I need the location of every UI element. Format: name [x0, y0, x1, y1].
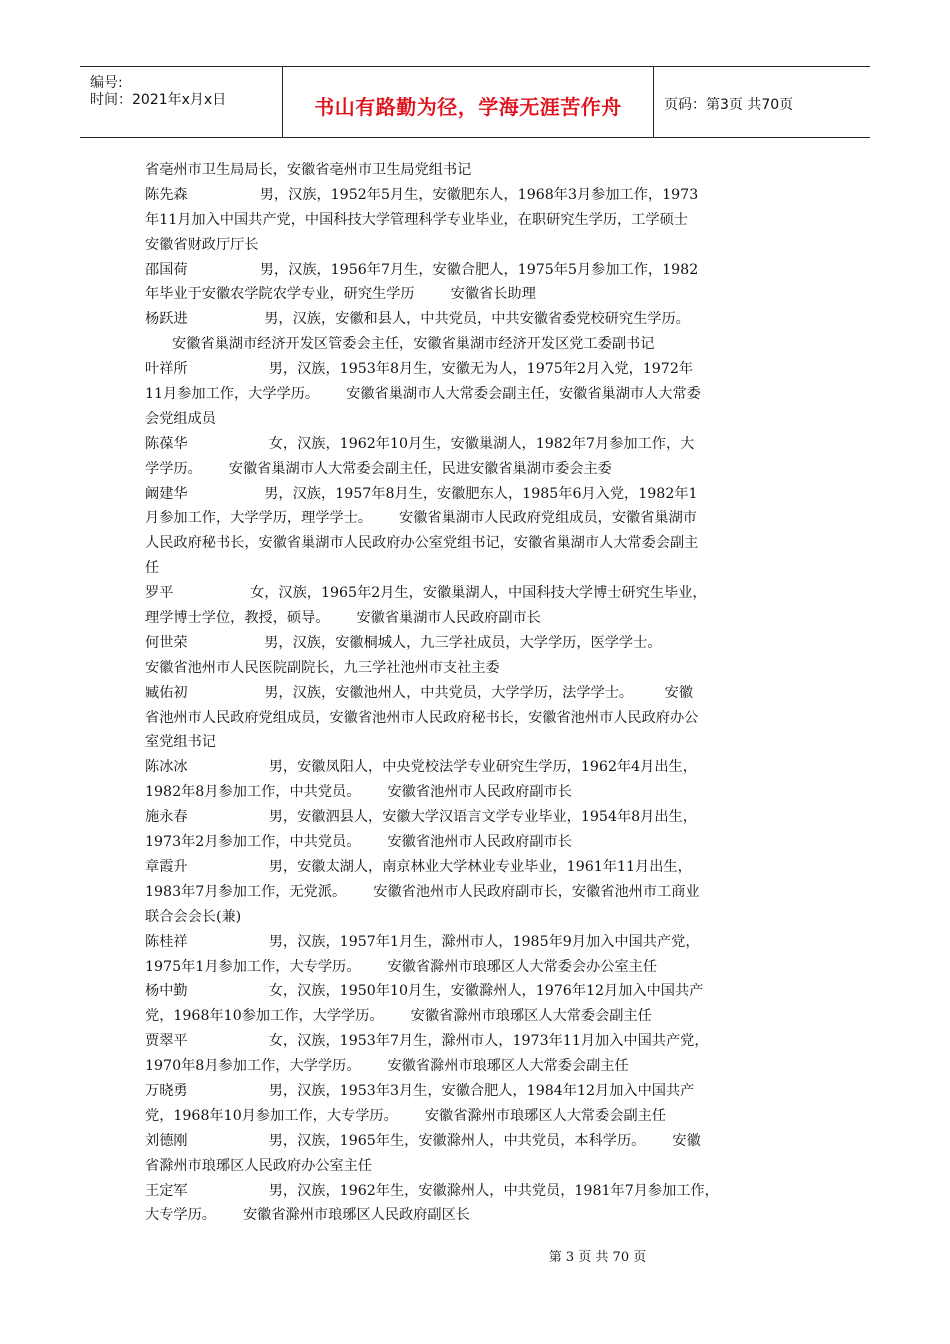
text-line: 1973年2月参加工作，中共党员。 安徽省池州市人民政府副市长	[145, 834, 572, 851]
text-line: 党，1968年10月参加工作，大专学历。 安徽省滁州市琅琊区人大常委会副主任	[145, 1107, 667, 1124]
text-line: 万晓勇 男，汉族，1953年3月生，安徽合肥人，1984年12月加入中国共产	[145, 1082, 695, 1099]
text-line: 贾翠平 女，汉族，1953年7月生，滁州市人，1973年11月加入中国共产党，	[145, 1033, 709, 1050]
text-line: 刘德刚 男，汉族，1965年生，安徽滁州人，中共党员，本科学历。 安徽	[145, 1132, 701, 1149]
text-line: 安徽省财政厅厅长	[145, 236, 259, 253]
text-line: 任	[145, 560, 160, 577]
text-line: 杨跃进 男，汉族，安徽和县人，中共党员，中共安徽省委党校研究生学历。	[145, 311, 690, 328]
text-line: 王定军 男，汉族，1962年生，安徽滁州人，中共党员，1981年7月参加工作，	[145, 1182, 719, 1199]
text-line: 大专学历。 安徽省滁州市琅琊区人民政府副区长	[145, 1207, 470, 1224]
header-page-label: 页码：第3页 共70页	[664, 97, 794, 113]
text-line: 人民政府秘书长，安徽省巢湖市人民政府办公室党组书记，安徽省巢湖市人大常委会副主	[145, 535, 699, 552]
document-number-label: 编号:	[90, 75, 123, 91]
text-line: 省滁州市琅琊区人民政府办公室主任	[145, 1157, 373, 1174]
text-line: 陈桂祥 男，汉族，1957年1月生，滁州市人，1985年9月加入中国共产党，	[145, 933, 700, 950]
text-line: 1982年8月参加工作，中共党员。 安徽省池州市人民政府副市长	[145, 784, 572, 801]
header-motto-cell	[283, 67, 654, 137]
document-date-label: 时间：2021年x月x日	[90, 92, 227, 108]
text-line: 1983年7月参加工作，无党派。 安徽省池州市人民政府副市长，安徽省池州市工商业	[145, 883, 700, 900]
text-line: 1975年1月参加工作，大专学历。 安徽省滁州市琅琊区人大常委会办公室主任	[145, 958, 658, 975]
text-line: 臧佑初 男，汉族，安徽池州人，中共党员，大学学历，法学学士。 安徽	[145, 684, 694, 701]
text-line: 省亳州市卫生局局长，安徽省亳州市卫生局党组书记	[145, 162, 472, 178]
text-line: 年11月加入中国共产党，中国科技大学管理科学专业毕业，在职研究生学历，工学硕士	[145, 211, 688, 228]
text-line: 陈葆华 女，汉族，1962年10月生，安徽巢湖人，1982年7月参加工作，大	[145, 435, 695, 452]
text-line: 会党组成员	[145, 410, 216, 427]
text-line: 1970年8月参加工作，大学学历。 安徽省滁州市琅琊区人大常委会副主任	[145, 1058, 629, 1075]
text-line: 年毕业于安徽农学院农学专业，研究生学历 安徽省长助理	[145, 286, 536, 303]
page-footer: 第 3 页 共 70 页	[548, 1250, 647, 1265]
header-page-cell	[654, 67, 870, 137]
text-line: 陈冰冰 男，安徽凤阳人，中央党校法学专业研究生学历，1962年4月出生，	[145, 759, 697, 776]
text-line: 月参加工作，大学学历，理学学士。 安徽省巢湖市人民政府党组成员，安徽省巢湖市	[145, 510, 697, 527]
page-header	[80, 66, 870, 138]
text-line: 室党组书记	[145, 734, 216, 751]
text-line: 党，1968年10参加工作，大学学历。 安徽省滁州市琅琊区人大常委会副主任	[145, 1008, 652, 1025]
text-line: 安徽省巢湖市经济开发区管委会主任，安徽省巢湖市经济开发区党工委副书记	[145, 336, 655, 353]
text-line: 安徽省池州市人民医院副院长，九三学社池州市支社主委	[145, 659, 500, 676]
text-line: 阚建华 男，汉族，1957年8月生，安徽肥东人，1985年6月入党，1982年1	[145, 485, 698, 502]
document-body	[145, 158, 825, 1228]
text-line: 施永春 男，安徽泗县人，安徽大学汉语言文学专业毕业，1954年8月出生，	[145, 809, 697, 826]
text-line: 陈先森 男，汉族，1952年5月生，安徽肥东人，1968年3月参加工作，1973	[145, 186, 699, 203]
text-line: 罗平 女，汉族，1965年2月生，安徽巢湖人，中国科技大学博士研究生毕业，	[145, 585, 707, 602]
header-motto: 书山有路勤为径，学海无涯苦作舟	[314, 95, 622, 119]
text-line: 学学历。 安徽省巢湖市人大常委会副主任，民进安徽省巢湖市委会主委	[145, 460, 612, 477]
text-line: 省池州市人民政府党组成员，安徽省池州市人民政府秘书长，安徽省池州市人民政府办公	[145, 709, 699, 726]
text-line: 何世荣 男，汉族，安徽桐城人，九三学社成员，大学学历，医学学士。	[145, 634, 662, 651]
text-line: 邵国荷 男，汉族，1956年7月生，安徽合肥人，1975年5月参加工作，1982	[145, 261, 699, 278]
text-line: 杨中勤 女，汉族，1950年10月生，安徽滁州人，1976年12月加入中国共产	[145, 983, 704, 1000]
text-line: 联合会会长(兼)	[145, 908, 242, 925]
header-info-cell	[80, 67, 283, 137]
text-line: 章霞升 男，安徽太湖人，南京林业大学林业专业毕业，1961年11月出生，	[145, 858, 692, 875]
text-line: 11月参加工作，大学学历。 安徽省巢湖市人大常委会副主任，安徽省巢湖市人大常委	[145, 386, 701, 403]
text-line: 理学博士学位，教授，硕导。 安徽省巢湖市人民政府副市长	[145, 610, 541, 627]
text-line: 叶祥所 男，汉族，1953年8月生，安徽无为人，1975年2月入党，1972年	[145, 361, 694, 378]
